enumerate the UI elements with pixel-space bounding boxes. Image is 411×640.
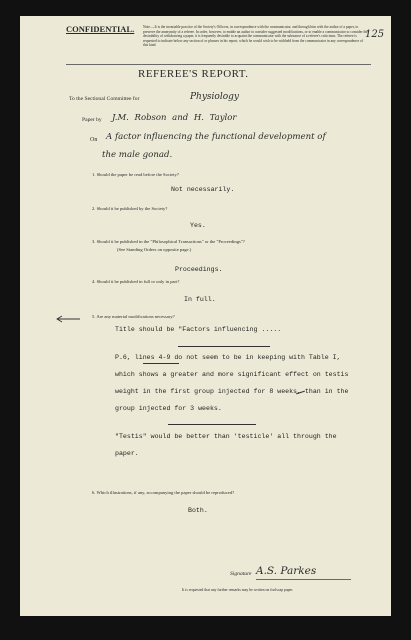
committee-label: To the Sectional Committee for bbox=[69, 96, 140, 102]
answer-4: In full. bbox=[184, 296, 216, 303]
question-3-note: (See Standing Orders on opposite page.) bbox=[117, 247, 192, 252]
referee-report-page bbox=[20, 16, 391, 616]
paper-label: Paper by bbox=[82, 117, 102, 123]
q5-line-6: paper. bbox=[115, 450, 139, 457]
lines-underline bbox=[143, 363, 179, 364]
paper-title-line1: A factor influencing the functional development of bbox=[106, 132, 326, 142]
question-2: 2. Should it be published by the Society? bbox=[92, 206, 168, 211]
on-label: On bbox=[90, 137, 98, 143]
q5-divider-2 bbox=[168, 424, 256, 425]
committee-value: Physiology bbox=[190, 92, 239, 102]
confidential-heading: CONFIDENTIAL. bbox=[66, 24, 135, 34]
question-5: 5. Are any material modifications necessary? bbox=[92, 314, 175, 319]
paper-authors: J.M. Robson and H. Taylor bbox=[112, 113, 237, 123]
anonymity-note: Note.—It is the invariable practice of the Society's Officers, in correspondence with the communicator, and through him with the author of a paper, to preserve the anonymity of a referee. In order, however, to enable an author to consider suggested modifications, or to enable a communicator to consider the desirability of withdrawing a paper, it is frequently desirable to acquaint the communicator with the substance of a referee's criticisms. The referee is requested to indicate below any section of or phrases in his report, which he would wish to be withheld from the communicator in any correspondence of this kind. bbox=[143, 25, 368, 48]
answer-1: Not necessarily. bbox=[171, 186, 235, 193]
q5-title-remark: Title should be "Factors influencing ..... bbox=[115, 326, 282, 333]
question-6: 6. Which illustrations, if any, accompanying the paper should be reproduced? bbox=[92, 490, 235, 495]
q5-line-2: which shows a greater and more significant effect on testis bbox=[115, 371, 349, 378]
header-divider bbox=[66, 64, 371, 65]
page-number: 125 bbox=[365, 29, 385, 40]
answer-6: Both. bbox=[188, 507, 208, 514]
question-4: 4. Should it be published in full or only in part? bbox=[92, 279, 180, 284]
q5-line-1: P.6, lines 4-9 do not seem to be in keeping with Table I, bbox=[115, 354, 341, 361]
signature-line bbox=[256, 579, 351, 580]
q5-line-5: "Testis" would be better than 'testicle' all through the bbox=[115, 433, 337, 440]
paper-title-line2: the male gonad. bbox=[102, 150, 173, 160]
signature-label: Signature bbox=[230, 571, 252, 577]
question-3: 3. Should it be published in the "Philosophical Transactions" or the "Proceedings"? bbox=[92, 239, 245, 244]
margin-arrow-icon bbox=[55, 315, 81, 323]
q5-line-3: weight in the first group injected for 8 weeks, than in the bbox=[115, 388, 349, 395]
q5-line-4: group injected for 3 weeks. bbox=[115, 405, 222, 412]
q5-divider-1 bbox=[178, 346, 270, 347]
answer-3: Proceedings. bbox=[175, 266, 223, 273]
signature-value: A.S. Parkes bbox=[256, 565, 317, 577]
answer-2: Yes. bbox=[190, 222, 206, 229]
question-1: 1. Should the paper be read before the Society? bbox=[92, 172, 179, 177]
report-title: REFEREE'S REPORT. bbox=[138, 68, 249, 80]
footer-note: It is requested that any further remarks may be written on foolscap paper. bbox=[182, 588, 294, 592]
